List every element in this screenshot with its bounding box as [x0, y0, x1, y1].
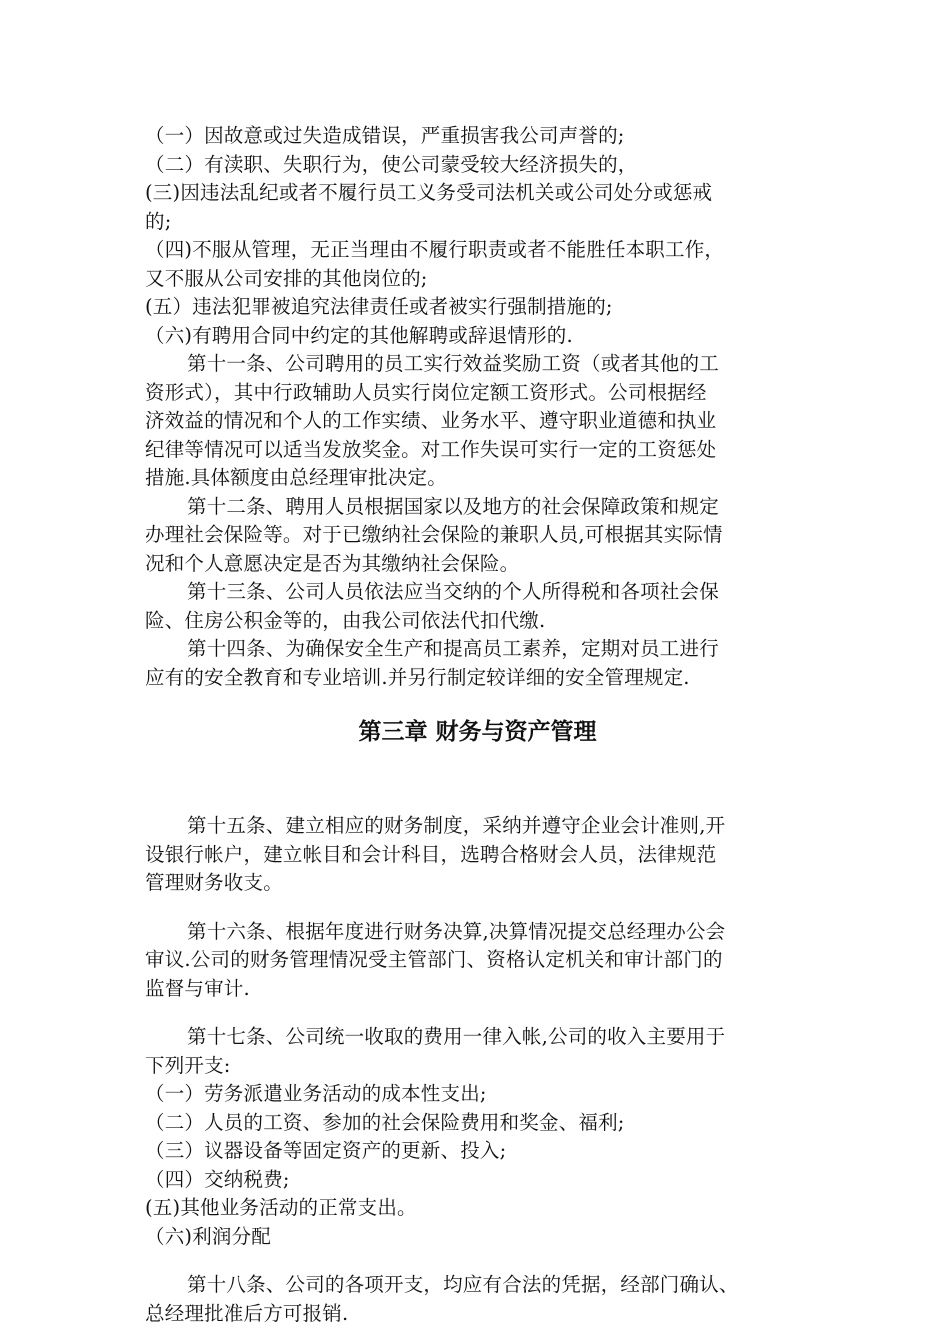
article-15 — [145, 812, 810, 898]
list-item: (五)其他业务活动的正常支出。 — [145, 1196, 417, 1219]
list-item: （一）因故意或过失造成错误，严重损害我公司声誉的; — [145, 124, 625, 147]
paragraph-line: 险、住房公积金等的，由我公司依法代扣代缴. — [145, 608, 546, 632]
list-item: （二）人员的工资、参加的社会保险费用和奖金、福利; — [145, 1110, 625, 1134]
article-14 — [145, 635, 810, 692]
paragraph-line: 况和个人意愿决定是否为其缴纳社会保险。 — [145, 551, 520, 575]
paragraph-line: 措施.具体额度由总经理审批决定。 — [145, 466, 447, 489]
paragraph-line: 办理社会保险等。对于已缴纳社会保险的兼职人员,可根据其实际情 — [145, 523, 723, 546]
paragraph-line: 审议.公司的财务管理情况受主管部门、资格认定机关和审计部门的 — [145, 948, 723, 971]
list-item: （三）议器设备等固定资产的更新、投入; — [145, 1139, 507, 1162]
paragraph-line: 第十五条、建立相应的财务制度，采纳并遵守企业会计准则,开 — [187, 814, 726, 837]
dismissal-conditions-list — [145, 122, 810, 350]
paragraph-line: 第十三条、公司人员依法应当交纳的个人所得税和各项社会保 — [187, 580, 719, 603]
paragraph-line: 济效益的情况和个人的工作实绩、业务水平、遵守职业道德和执业 — [145, 409, 717, 432]
paragraph-line: 第十六条、根据年度进行财务决算,决算情况提交总经理办公会 — [187, 919, 726, 943]
article-11 — [145, 350, 810, 493]
list-item: 又不服从公司安排的其他岗位的; — [145, 266, 428, 290]
paragraph-line: 设银行帐户，建立帐目和会计科目，选聘合格财会人员，法律规范 — [145, 842, 717, 866]
chapter-title: 第三章 财务与资产管理 — [358, 719, 597, 745]
paragraph-line: 第十八条、公司的各项开支，均应有合法的凭据，经部门确认、 — [187, 1273, 739, 1296]
article-12 — [145, 493, 810, 579]
list-item: （六)利润分配 — [145, 1224, 272, 1248]
list-item: （六)有聘用合同中约定的其他解聘或辞退情形的. — [145, 323, 573, 347]
paragraph-line: 第十七条、公司统一收取的费用一律入帐,公司的收入主要用于 — [187, 1025, 726, 1048]
list-item: (五）违法犯罪被追究法律责任或者被实行强制措施的; — [145, 295, 613, 318]
paragraph-gap — [145, 1003, 810, 1023]
paragraph-line: 应有的安全教育和专业培训.并另行制定较详细的安全管理规定. — [145, 665, 690, 689]
list-item: （四)不服从管理，无正当理由不履行职责或者不能胜任本职工作， — [145, 238, 725, 261]
article-17 — [145, 1023, 810, 1251]
article-13 — [145, 578, 810, 635]
paragraph-line: 管理财务收支。 — [145, 871, 283, 894]
article-18 — [145, 1271, 810, 1328]
list-item: （一）劳务派遣业务活动的成本性支出; — [145, 1082, 487, 1105]
paragraph-line: 纪律等情况可以适当发放奖金。对工作失误可实行一定的工资惩处 — [145, 437, 717, 461]
paragraph-line: 第十二条、聘用人员根据国家以及地方的社会保障政策和规定 — [187, 494, 719, 518]
list-item: （二）有渎职、失职行为，使公司蒙受较大经济损失的， — [145, 152, 638, 176]
paragraph-gap — [145, 898, 810, 918]
paragraph-line: 总经理批准后方可报销. — [145, 1301, 349, 1325]
paragraph-line: 资形式），其中行政辅助人员实行岗位定额工资形式。公司根据经 — [145, 380, 707, 404]
paragraph-line: 第十四条、为确保安全生产和提高员工素养，定期对员工进行 — [187, 637, 719, 660]
paragraph-line: 第十一条、公司聘用的员工实行效益奖励工资（或者其他的工 — [187, 352, 719, 375]
paragraph-line: 下列开支: — [145, 1053, 231, 1077]
list-item: （四）交纳税费; — [145, 1167, 290, 1191]
article-16 — [145, 918, 810, 1004]
paragraph-line: 监督与审计. — [145, 976, 250, 1000]
document-page — [145, 122, 810, 1328]
paragraph-gap — [145, 1251, 810, 1271]
list-item: 的; — [145, 209, 172, 233]
list-item: (三)因违法乱纪或者不履行员工义务受司法机关或公司处分或惩戒 — [145, 181, 713, 204]
